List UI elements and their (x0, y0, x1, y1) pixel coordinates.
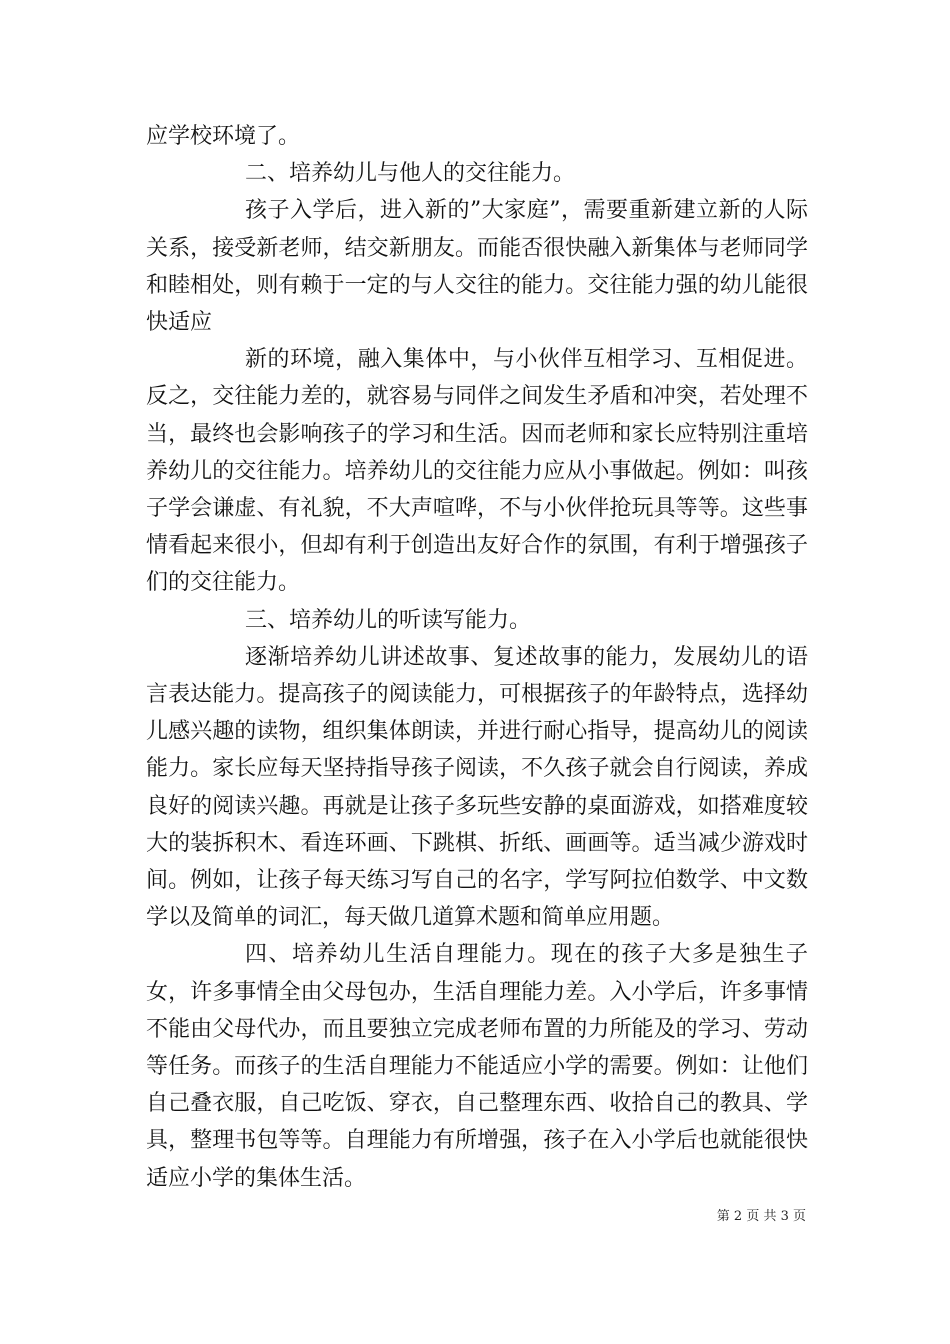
paragraph-social-skills: 孩子入学后，进入新的”大家庭”，需要重新建立新的人际关系，接受新老师，结交新朋友。而能否很快融入新集体与老师同学和睦相处，则有赖于一定的与人交往的能力。交往能力强的幼儿能很快适应 (146, 198, 808, 336)
paragraph-reading-writing: 逐渐培养幼儿讲述故事、复述故事的能力，发展幼儿的语言表达能力。提高孩子的阅读能力，可根据孩子的年龄特点，选择幼儿感兴趣的读物，组织集体朗读，并进行耐心指导，提高幼儿的阅读能力。家长应每天坚持指导孩子阅读，不久孩子就会自行阅读，养成良好的阅读兴趣。再就是让孩子多玩些安静的桌面游戏，如搭难度较大的装拆积木、看连环画、下跳棋、折纸、画画等。适当减少游戏时间。例如，让孩子每天练习写自己的名字，学写阿拉伯数学、中文数学以及简单的词汇，每天做几道算术题和简单应用题。 (146, 644, 808, 931)
body-text (146, 118, 808, 1197)
paragraph-self-care: 四、培养幼儿生活自理能力。现在的孩子大多是独生子女，许多事情全由父母包办，生活自理能力差。入小学后，许多事情不能由父母代办，而且要独立完成老师布置的力所能及的学习、劳动等任务。而孩子的生活自理能力不能适应小学的需要。例如：让他们自己叠衣服，自己吃饭、穿衣，自己整理东西、收拾自己的教具、学具，整理书包等等。自理能力有所增强，孩子在入小学后也就能很快适应小学的集体生活。 (146, 942, 808, 1191)
page-number: 第 2 页 共 3 页 (716, 1209, 806, 1224)
paragraph-continuation: 应学校环境了。 (146, 124, 301, 149)
section-heading-3: 三、培养幼儿的听读写能力。 (245, 607, 532, 633)
section-heading-2: 二、培养幼儿与他人的交往能力。 (245, 161, 576, 187)
paragraph-social-skills-cont: 新的环境，融入集体中，与小伙伴互相学习、互相促进。反之，交往能力差的，就容易与同伴之间发生矛盾和冲突，若处理不当，最终也会影响孩子的学习和生活。因而老师和家长应特别注重培养幼儿的交往能力。培养幼儿的交往能力应从小事做起。例如：叫孩子学会谦虚、有礼貌，不大声喧哗，不与小伙伴抢玩具等等。这些事情看起来很小，但却有利于创造出友好合作的氛围，有利于增强孩子们的交往能力。 (146, 347, 808, 596)
